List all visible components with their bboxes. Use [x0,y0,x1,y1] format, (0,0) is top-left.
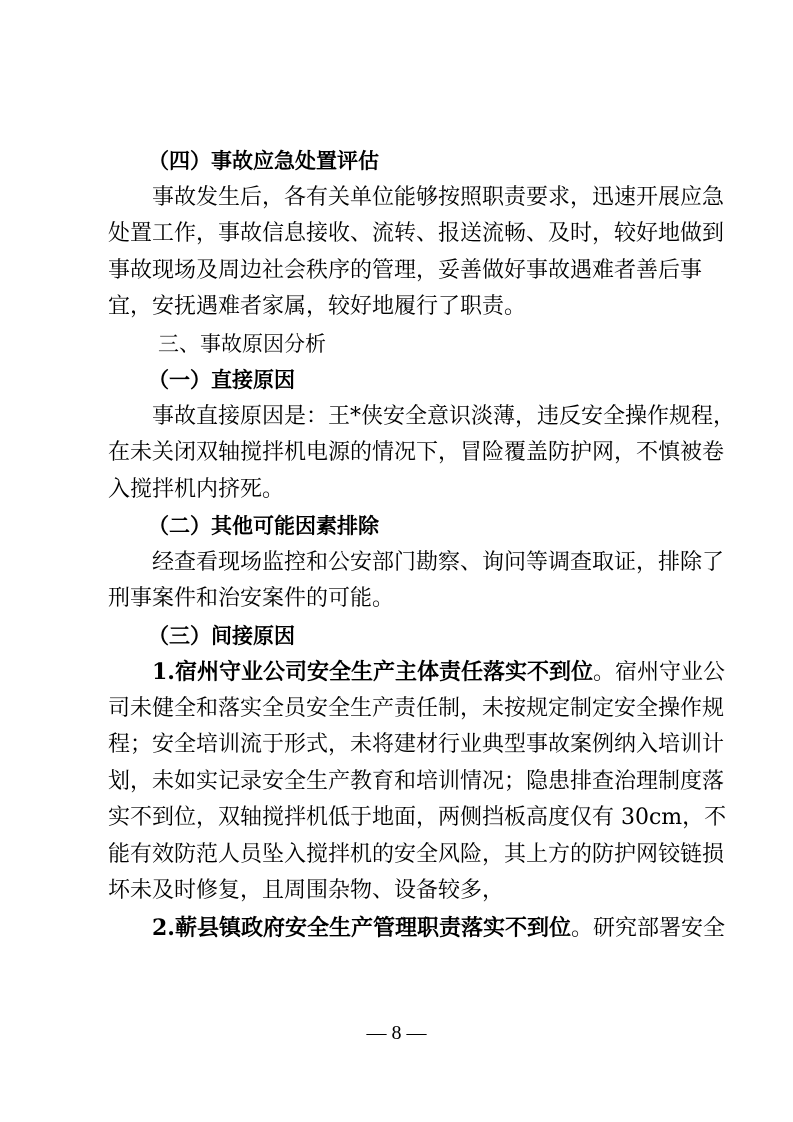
paragraph-line [108,691,725,728]
document-body [108,143,736,946]
bold-lead-text: 2.蕲县镇政府安全生产管理职责落实不到位 [152,914,571,941]
line-text: 刑事案件和治安案件的可能。 [108,586,395,611]
bold-lead-text: 1.宿州守业公司安全生产主体责任落实不到位 [152,659,593,685]
paragraph-line [108,289,696,326]
line-text: （二）其他可能因素排除 [148,513,379,538]
line-text: 划，未如实记录安全生产教育和培训情况；隐患排查治理制度落 [108,768,725,794]
subsection-heading [108,508,696,545]
line-text: 宜，安抚遇难者家属，较好地履行了职责。 [108,294,527,319]
paragraph-line [108,472,696,509]
subsection-heading [108,362,696,399]
paragraph-line [108,764,725,801]
line-text: 。宿州守业公 [592,660,725,685]
subsection-heading [108,618,696,655]
line-text: （三）间接原因 [148,622,295,648]
paragraph-line [108,216,725,253]
paragraph-line [108,873,696,910]
line-text: 事故发生后，各有关单位能够按照职责要求，迅速开展应急 [152,184,725,210]
paragraph-line [108,837,725,874]
page-number: — 8 — [366,1022,427,1044]
line-text: 入搅拌机内挤死。 [108,476,285,502]
line-text: 事故现场及周边社会秩序的管理，妥善做好事故遇难者善后事 [108,257,703,283]
line-text: 坏未及时修复，且周围杂物、设备较多， [108,878,505,903]
line-text: 能有效防范人员坠入搅拌机的安全风险，其上方的防护网铰链损 [108,841,725,867]
paragraph-line [108,180,725,217]
line-text: （一）直接原因 [148,367,295,392]
line-text: 。研究部署安全 [570,915,725,941]
paragraph-line [108,581,696,618]
paragraph-line [108,727,725,764]
paragraph-line [108,910,725,947]
line-text: 实不到位，双轴搅拌机低于地面，两侧挡板高度仅有 30cm，不 [108,805,727,830]
line-text: 司未健全和落实全员安全生产责任制，未按规定制定安全操作规 [108,695,725,721]
line-text: 程；安全培训流于形式，未将建材行业典型事故案例纳入培训计 [108,732,725,757]
paragraph-line [108,545,725,582]
paragraph-line [108,435,725,472]
paragraph-line [108,399,736,436]
paragraph-line [108,800,727,837]
line-text: 事故直接原因是：王*侠安全意识淡薄，违反安全操作规程， [152,403,736,429]
line-text: 三、事故原因分析 [158,331,326,356]
line-text: 经查看现场监控和公安部门勘察、询问等调查取证，排除了 [152,549,725,575]
paragraph-line [108,654,725,691]
paragraph-line [108,253,703,290]
line-text: 在未关闭双轴搅拌机电源的情况下，冒险覆盖防护网，不慎被卷 [108,440,725,465]
section-heading [108,326,696,363]
line-text: 处置工作，事故信息接收、流转、报送流畅、及时，较好地做到 [108,221,725,246]
line-text: （四）事故应急处置评估 [148,148,379,173]
subsection-heading [108,143,696,180]
